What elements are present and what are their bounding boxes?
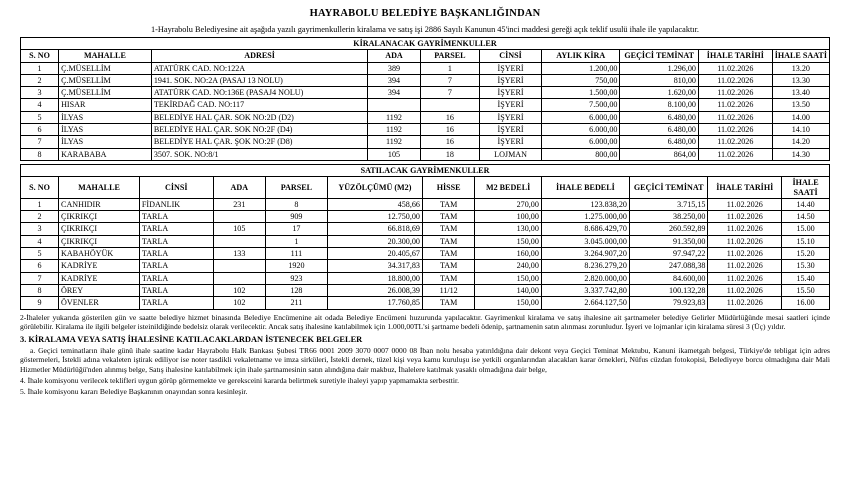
col-yuzolcumu: YÜZÖLÇÜMÜ (M2) bbox=[327, 177, 422, 199]
cell-mahalle: KADRİYE bbox=[59, 272, 140, 284]
cell-sno: 5 bbox=[21, 248, 59, 260]
cell-ihale-tarihi: 11.02.2026 bbox=[698, 111, 772, 123]
cell-ihale-tarihi: 11.02.2026 bbox=[698, 148, 772, 160]
cell-cinsi: TARLA bbox=[139, 223, 213, 235]
table-row bbox=[21, 223, 830, 235]
col-cinsi: CİNSİ bbox=[139, 177, 213, 199]
cell-parsel: 8 bbox=[265, 198, 327, 210]
cell-ihale-tarihi: 11.02.2026 bbox=[698, 87, 772, 99]
table-row bbox=[21, 111, 830, 123]
cell-hisse: TAM bbox=[422, 297, 474, 309]
cell-gecici-teminat: 6.480,00 bbox=[620, 124, 699, 136]
cell-ihale-bedeli: 3.264.907,20 bbox=[541, 248, 629, 260]
cell-cinsi: TARLA bbox=[139, 272, 213, 284]
cell-m2-bedeli: 150,00 bbox=[475, 235, 542, 247]
cell-adresi: ATATÜRK CAD. NO:136E (PASAJ4 NOLU) bbox=[151, 87, 367, 99]
cell-ihale-saati: 14.30 bbox=[772, 148, 829, 160]
cell-ihale-saati: 15.40 bbox=[782, 272, 830, 284]
cell-hisse: TAM bbox=[422, 272, 474, 284]
col-parsel: PARSEL bbox=[265, 177, 327, 199]
cell-cinsi: İŞYERİ bbox=[480, 99, 542, 111]
cell-sno: 3 bbox=[21, 87, 59, 99]
cell-mahalle: Ç.MÜSELLİM bbox=[59, 74, 152, 86]
cell-gecici-teminat: 8.100,00 bbox=[620, 99, 699, 111]
cell-ada: 394 bbox=[368, 74, 420, 86]
cell-cinsi: TARLA bbox=[139, 297, 213, 309]
cell-hisse: TAM bbox=[422, 211, 474, 223]
cell-ada: 102 bbox=[213, 284, 265, 296]
col-ihale-saati: İHALE SAATİ bbox=[782, 177, 830, 199]
cell-parsel: 1 bbox=[265, 235, 327, 247]
cell-ihale-saati: 16.00 bbox=[782, 297, 830, 309]
cell-ihale-tarihi: 11.02.2026 bbox=[708, 297, 782, 309]
cell-sno: 3 bbox=[21, 223, 59, 235]
cell-ihale-saati: 15.30 bbox=[782, 260, 830, 272]
table-header-row bbox=[21, 177, 830, 199]
cell-aylik-kira: 750,00 bbox=[541, 74, 620, 86]
cell-m2-bedeli: 270,00 bbox=[475, 198, 542, 210]
cell-ada: 394 bbox=[368, 87, 420, 99]
cell-sno: 7 bbox=[21, 272, 59, 284]
cell-parsel: 17 bbox=[265, 223, 327, 235]
col-m2-bedeli: M2 BEDELİ bbox=[475, 177, 542, 199]
cell-cinsi: TARLA bbox=[139, 211, 213, 223]
cell-sno: 4 bbox=[21, 99, 59, 111]
cell-ada bbox=[368, 99, 420, 111]
cell-sno: 4 bbox=[21, 235, 59, 247]
cell-m2-bedeli: 160,00 bbox=[475, 248, 542, 260]
cell-sno: 7 bbox=[21, 136, 59, 148]
table-row bbox=[21, 284, 830, 296]
cell-ihale-tarihi: 11.02.2026 bbox=[698, 74, 772, 86]
cell-ihale-tarihi: 11.02.2026 bbox=[708, 248, 782, 260]
col-ihale-bedeli: İHALE BEDELİ bbox=[541, 177, 629, 199]
cell-cinsi: İŞYERİ bbox=[480, 136, 542, 148]
cell-ada: 105 bbox=[368, 148, 420, 160]
cell-ada: 389 bbox=[368, 62, 420, 74]
cell-ihale-saati: 15.10 bbox=[782, 235, 830, 247]
cell-m2-bedeli: 240,00 bbox=[475, 260, 542, 272]
table-row bbox=[21, 124, 830, 136]
cell-ada bbox=[213, 211, 265, 223]
col-sno: S. NO bbox=[21, 177, 59, 199]
cell-gecici-teminat: 97.947,22 bbox=[629, 248, 708, 260]
cell-mahalle: İLYAS bbox=[59, 124, 152, 136]
cell-ihale-tarihi: 11.02.2026 bbox=[708, 198, 782, 210]
cell-hisse: TAM bbox=[422, 248, 474, 260]
cell-parsel: 18 bbox=[420, 148, 479, 160]
cell-aylik-kira: 6.000,00 bbox=[541, 124, 620, 136]
cell-ihale-saati: 14.50 bbox=[782, 211, 830, 223]
cell-parsel: 16 bbox=[420, 111, 479, 123]
cell-hisse: TAM bbox=[422, 235, 474, 247]
cell-yuzolcumu: 20.405,67 bbox=[327, 248, 422, 260]
table-row bbox=[21, 211, 830, 223]
cell-gecici-teminat: 864,00 bbox=[620, 148, 699, 160]
table-row bbox=[21, 260, 830, 272]
cell-parsel bbox=[420, 99, 479, 111]
cell-ada bbox=[213, 272, 265, 284]
cell-aylik-kira: 7.500,00 bbox=[541, 99, 620, 111]
rental-band-label: KİRALANACAK GAYRİMENKULLER bbox=[21, 38, 830, 50]
cell-gecici-teminat: 6.480,00 bbox=[620, 136, 699, 148]
cell-ihale-bedeli: 8.686.429,70 bbox=[541, 223, 629, 235]
cell-ada: 102 bbox=[213, 297, 265, 309]
cell-yuzolcumu: 34.317,83 bbox=[327, 260, 422, 272]
sale-properties-table bbox=[20, 164, 830, 310]
cell-ihale-bedeli: 123.838,20 bbox=[541, 198, 629, 210]
col-ada: ADA bbox=[213, 177, 265, 199]
cell-yuzolcumu: 20.300,00 bbox=[327, 235, 422, 247]
intro-paragraph: 1-Hayrabolu Belediyesine ait aşağıda yazılı gayrimenkullerin kiralama ve satış işi 2886 Sayılı Kanunun 45'inci maddesi gereği açık teklif usulü ihale ile yapılacaktır. bbox=[150, 25, 699, 34]
col-mahalle: MAHALLE bbox=[59, 50, 152, 62]
cell-ihale-bedeli: 1.275.000,00 bbox=[541, 211, 629, 223]
cell-cinsi: İŞYERİ bbox=[480, 111, 542, 123]
cell-sno: 1 bbox=[21, 198, 59, 210]
cell-ihale-saati: 15.20 bbox=[782, 248, 830, 260]
cell-ihale-bedeli: 2.664.127,50 bbox=[541, 297, 629, 309]
table-row bbox=[21, 62, 830, 74]
cell-gecici-teminat: 1.620,00 bbox=[620, 87, 699, 99]
cell-ada: 231 bbox=[213, 198, 265, 210]
cell-ihale-saati: 13.30 bbox=[772, 74, 829, 86]
cell-mahalle: KABAHÖYÜK bbox=[59, 248, 140, 260]
cell-ihale-tarihi: 11.02.2026 bbox=[698, 62, 772, 74]
section-3-heading: 3. KİRALAMA VEYA SATIŞ İHALESİNE KATILACAKLARDAN İSTENECEK BELGELER bbox=[20, 335, 363, 345]
cell-mahalle: ÇIKRIKÇI bbox=[59, 211, 140, 223]
cell-ihale-tarihi: 11.02.2026 bbox=[708, 260, 782, 272]
cell-mahalle: ÖREY bbox=[59, 284, 140, 296]
cell-m2-bedeli: 150,00 bbox=[475, 297, 542, 309]
cell-gecici-teminat: 100.132,28 bbox=[629, 284, 708, 296]
cell-cinsi: TARLA bbox=[139, 260, 213, 272]
cell-gecici-teminat: 6.480,00 bbox=[620, 111, 699, 123]
col-ihale-saati: İHALE SAATİ bbox=[772, 50, 829, 62]
table-band-row bbox=[21, 38, 830, 50]
cell-mahalle: ÖVENLER bbox=[59, 297, 140, 309]
cell-ada: 1192 bbox=[368, 136, 420, 148]
cell-mahalle: CANHIDIR bbox=[59, 198, 140, 210]
col-aylik-kira: AYLIK KİRA bbox=[541, 50, 620, 62]
cell-ihale-tarihi: 11.02.2026 bbox=[698, 124, 772, 136]
cell-aylik-kira: 1.200,00 bbox=[541, 62, 620, 74]
cell-m2-bedeli: 130,00 bbox=[475, 223, 542, 235]
cell-sno: 8 bbox=[21, 284, 59, 296]
cell-yuzolcumu: 12.750,00 bbox=[327, 211, 422, 223]
table-row bbox=[21, 148, 830, 160]
cell-ihale-tarihi: 11.02.2026 bbox=[708, 235, 782, 247]
cell-ihale-saati: 13.40 bbox=[772, 87, 829, 99]
cell-mahalle: HISAR bbox=[59, 99, 152, 111]
cell-sno: 6 bbox=[21, 260, 59, 272]
cell-gecici-teminat: 38.250,00 bbox=[629, 211, 708, 223]
cell-sno: 9 bbox=[21, 297, 59, 309]
cell-hisse: TAM bbox=[422, 198, 474, 210]
cell-gecici-teminat: 3.715,15 bbox=[629, 198, 708, 210]
cell-cinsi: TARLA bbox=[139, 235, 213, 247]
table-header-row bbox=[21, 50, 830, 62]
table-row bbox=[21, 248, 830, 260]
cell-ihale-tarihi: 11.02.2026 bbox=[708, 211, 782, 223]
cell-cinsi: İŞYERİ bbox=[480, 87, 542, 99]
cell-adresi: BELEDİYE HAL ÇAR. SOK NO:2D (D2) bbox=[151, 111, 367, 123]
cell-ihale-tarihi: 11.02.2026 bbox=[698, 136, 772, 148]
cell-ihale-tarihi: 11.02.2026 bbox=[708, 223, 782, 235]
page-title: HAYRABOLU BELEDİYE BAŞKANLIĞINDAN bbox=[309, 8, 541, 19]
cell-mahalle: ÇIKRIKÇI bbox=[59, 223, 140, 235]
cell-ada: 105 bbox=[213, 223, 265, 235]
table-row bbox=[21, 74, 830, 86]
cell-aylik-kira: 800,00 bbox=[541, 148, 620, 160]
cell-adresi: 1941. SOK. NO:2A (PASAJ 13 NOLU) bbox=[151, 74, 367, 86]
cell-adresi: ATATÜRK CAD. NO:122A bbox=[151, 62, 367, 74]
table-row bbox=[21, 272, 830, 284]
item-4: 4. İhale komisyonu verilecek teklifleri uygun görüp görmemekte ve gereksceini kararda belirtmek suretiyle ihaleyi yapıp yapmamakta serbesttir. bbox=[20, 375, 460, 385]
cell-parsel: 7 bbox=[420, 87, 479, 99]
rental-properties-table bbox=[20, 37, 830, 161]
cell-parsel: 923 bbox=[265, 272, 327, 284]
col-gecici-teminat: GEÇİCİ TEMİNAT bbox=[620, 50, 699, 62]
table-row bbox=[21, 87, 830, 99]
cell-sno: 2 bbox=[21, 211, 59, 223]
cell-yuzolcumu: 66.818,69 bbox=[327, 223, 422, 235]
col-adresi: ADRESİ bbox=[151, 50, 367, 62]
cell-parsel: 909 bbox=[265, 211, 327, 223]
cell-hisse: 11/12 bbox=[422, 284, 474, 296]
cell-gecici-teminat: 1.296,00 bbox=[620, 62, 699, 74]
cell-sno: 2 bbox=[21, 74, 59, 86]
cell-cinsi: FİDANLIK bbox=[139, 198, 213, 210]
cell-ada: 1192 bbox=[368, 124, 420, 136]
cell-ihale-saati: 14.40 bbox=[782, 198, 830, 210]
col-cinsi: CİNSİ bbox=[480, 50, 542, 62]
cell-gecici-teminat: 810,00 bbox=[620, 74, 699, 86]
cell-ihale-saati: 15.50 bbox=[782, 284, 830, 296]
cell-mahalle: KARABABA bbox=[59, 148, 152, 160]
cell-cinsi: TARLA bbox=[139, 284, 213, 296]
cell-mahalle: Ç.MÜSELLİM bbox=[59, 62, 152, 74]
table-row bbox=[21, 136, 830, 148]
cell-ada bbox=[213, 260, 265, 272]
table-row bbox=[21, 235, 830, 247]
cell-mahalle: İLYAS bbox=[59, 111, 152, 123]
cell-ihale-saati: 14.20 bbox=[772, 136, 829, 148]
cell-mahalle: İLYAS bbox=[59, 136, 152, 148]
col-gecici-teminat: GEÇİCİ TEMİNAT bbox=[629, 177, 708, 199]
col-sno: S. NO bbox=[21, 50, 59, 62]
cell-yuzolcumu: 17.760,85 bbox=[327, 297, 422, 309]
cell-m2-bedeli: 150,00 bbox=[475, 272, 542, 284]
cell-parsel: 1920 bbox=[265, 260, 327, 272]
cell-cinsi: İŞYERİ bbox=[480, 124, 542, 136]
cell-parsel: 211 bbox=[265, 297, 327, 309]
cell-ada bbox=[213, 235, 265, 247]
cell-m2-bedeli: 100,00 bbox=[475, 211, 542, 223]
cell-ihale-saati: 15.00 bbox=[782, 223, 830, 235]
cell-ihale-tarihi: 11.02.2026 bbox=[698, 99, 772, 111]
cell-gecici-teminat: 79.923,83 bbox=[629, 297, 708, 309]
cell-cinsi: İŞYERİ bbox=[480, 74, 542, 86]
cell-adresi: 3507. SOK. NO:8/1 bbox=[151, 148, 367, 160]
cell-cinsi: İŞYERİ bbox=[480, 62, 542, 74]
note-2: 2-İhaleler yukarıda gösterilen gün ve saatte belediye hizmet binasında Belediye Encümenine ait odada Belediye Encümeni huzurunda yapılacaktır. Gayrimenkul kiralama ve satış ihalesine ait şartnameler belediye Gelirler Müdürlüğünde mesai saatleri içinde görülebilir. Kiralama ile ilgili belgeler isteinildiğinde bedelsiz olarak verilecektir. Ancak satış ihalesine katılabilmek için 1.000,00TL'si şartname bedeli ödenip, şartnamenin satın alınması zorunludur. İşyeri ve lojmanlar için kiralama süresi 3 (Üç) yıldır. bbox=[20, 312, 830, 331]
cell-hisse: TAM bbox=[422, 260, 474, 272]
cell-sno: 5 bbox=[21, 111, 59, 123]
item-5: 5. İhale komisyonu kararı Belediye Başkanının onayından sonra kesinleşir. bbox=[20, 387, 248, 397]
cell-mahalle: Ç.MÜSELLİM bbox=[59, 87, 152, 99]
cell-ada: 1192 bbox=[368, 111, 420, 123]
cell-hisse: TAM bbox=[422, 223, 474, 235]
table-band-row bbox=[21, 164, 830, 176]
table-row bbox=[21, 99, 830, 111]
col-ihale-tarihi: İHALE TARİHİ bbox=[698, 50, 772, 62]
cell-yuzolcumu: 458,66 bbox=[327, 198, 422, 210]
cell-sno: 6 bbox=[21, 124, 59, 136]
sale-band-label: SATILACAK GAYRİMENKULLER bbox=[21, 164, 830, 176]
cell-ihale-saati: 14.00 bbox=[772, 111, 829, 123]
cell-yuzolcumu: 26.008,39 bbox=[327, 284, 422, 296]
cell-m2-bedeli: 140,00 bbox=[475, 284, 542, 296]
cell-ada: 133 bbox=[213, 248, 265, 260]
cell-ihale-bedeli: 3.045.000,00 bbox=[541, 235, 629, 247]
col-parsel: PARSEL bbox=[420, 50, 479, 62]
item-a: a. Geçici teminatların ihale günü ihale saatine kadar Hayrabolu Halk Bankası Şubesi TR66 0001 2009 3070 0007 0000 08 İban nolu hesaba yatırıldığına dair dekont veya Geçici Teminat Mektubu, Kanuni ikametgah belgesi, Türkiye'de tebligat için adres göstermeleri, İstekli adına vekaleten iştirak ediliyor ise noter tasdikli vekaletname ve imza sirküleri, İstekli dernek, tüzel kişi veya kamu kuruluşu ise yetkili organlarından alacakları karar örnekleri, Nüfus cüzdan fotokopisi, Belediyeye borcu olmadığına dair Mali Hizmetler Müdürlüğü'nden alınmış belge, Satış ihalesine katılabilmek için ihale şartnamesinin satın alındığına dair makbuz, İhalelere katılmak yasaklı olmadığına dair belge, bbox=[20, 346, 830, 374]
col-hisse: HİSSE bbox=[422, 177, 474, 199]
cell-gecici-teminat: 260.592,89 bbox=[629, 223, 708, 235]
col-ada: ADA bbox=[368, 50, 420, 62]
cell-ihale-saati: 13.20 bbox=[772, 62, 829, 74]
cell-ihale-saati: 13.50 bbox=[772, 99, 829, 111]
cell-gecici-teminat: 247.088,38 bbox=[629, 260, 708, 272]
cell-cinsi: LOJMAN bbox=[480, 148, 542, 160]
cell-ihale-saati: 14.10 bbox=[772, 124, 829, 136]
cell-cinsi: TARLA bbox=[139, 248, 213, 260]
cell-parsel: 128 bbox=[265, 284, 327, 296]
cell-sno: 8 bbox=[21, 148, 59, 160]
cell-aylik-kira: 6.000,00 bbox=[541, 136, 620, 148]
cell-parsel: 16 bbox=[420, 136, 479, 148]
cell-adresi: BELEDİYE HAL ÇAR. ŞOK NO:2F (D8) bbox=[151, 136, 367, 148]
cell-mahalle: ÇIKRIKÇI bbox=[59, 235, 140, 247]
table-row bbox=[21, 297, 830, 309]
col-ihale-tarihi: İHALE TARİHİ bbox=[708, 177, 782, 199]
cell-parsel: 7 bbox=[420, 74, 479, 86]
cell-gecici-teminat: 91.350,00 bbox=[629, 235, 708, 247]
cell-ihale-tarihi: 11.02.2026 bbox=[708, 284, 782, 296]
cell-parsel: 1 bbox=[420, 62, 479, 74]
cell-mahalle: KADRİYE bbox=[59, 260, 140, 272]
cell-yuzolcumu: 18.800,00 bbox=[327, 272, 422, 284]
cell-aylik-kira: 1.500,00 bbox=[541, 87, 620, 99]
cell-gecici-teminat: 84.600,00 bbox=[629, 272, 708, 284]
cell-ihale-bedeli: 8.236.279,20 bbox=[541, 260, 629, 272]
col-mahalle: MAHALLE bbox=[59, 177, 140, 199]
cell-sno: 1 bbox=[21, 62, 59, 74]
table-row bbox=[21, 198, 830, 210]
cell-aylik-kira: 6.000,00 bbox=[541, 111, 620, 123]
cell-ihale-tarihi: 11.02.2026 bbox=[708, 272, 782, 284]
cell-adresi: BELEDİYE HAL ÇAR. SOK NO:2F (D4) bbox=[151, 124, 367, 136]
cell-parsel: 16 bbox=[420, 124, 479, 136]
cell-adresi: TEKİRDAĞ CAD. NO:117 bbox=[151, 99, 367, 111]
cell-ihale-bedeli: 2.820.000,00 bbox=[541, 272, 629, 284]
cell-parsel: 111 bbox=[265, 248, 327, 260]
cell-ihale-bedeli: 3.337.742,80 bbox=[541, 284, 629, 296]
